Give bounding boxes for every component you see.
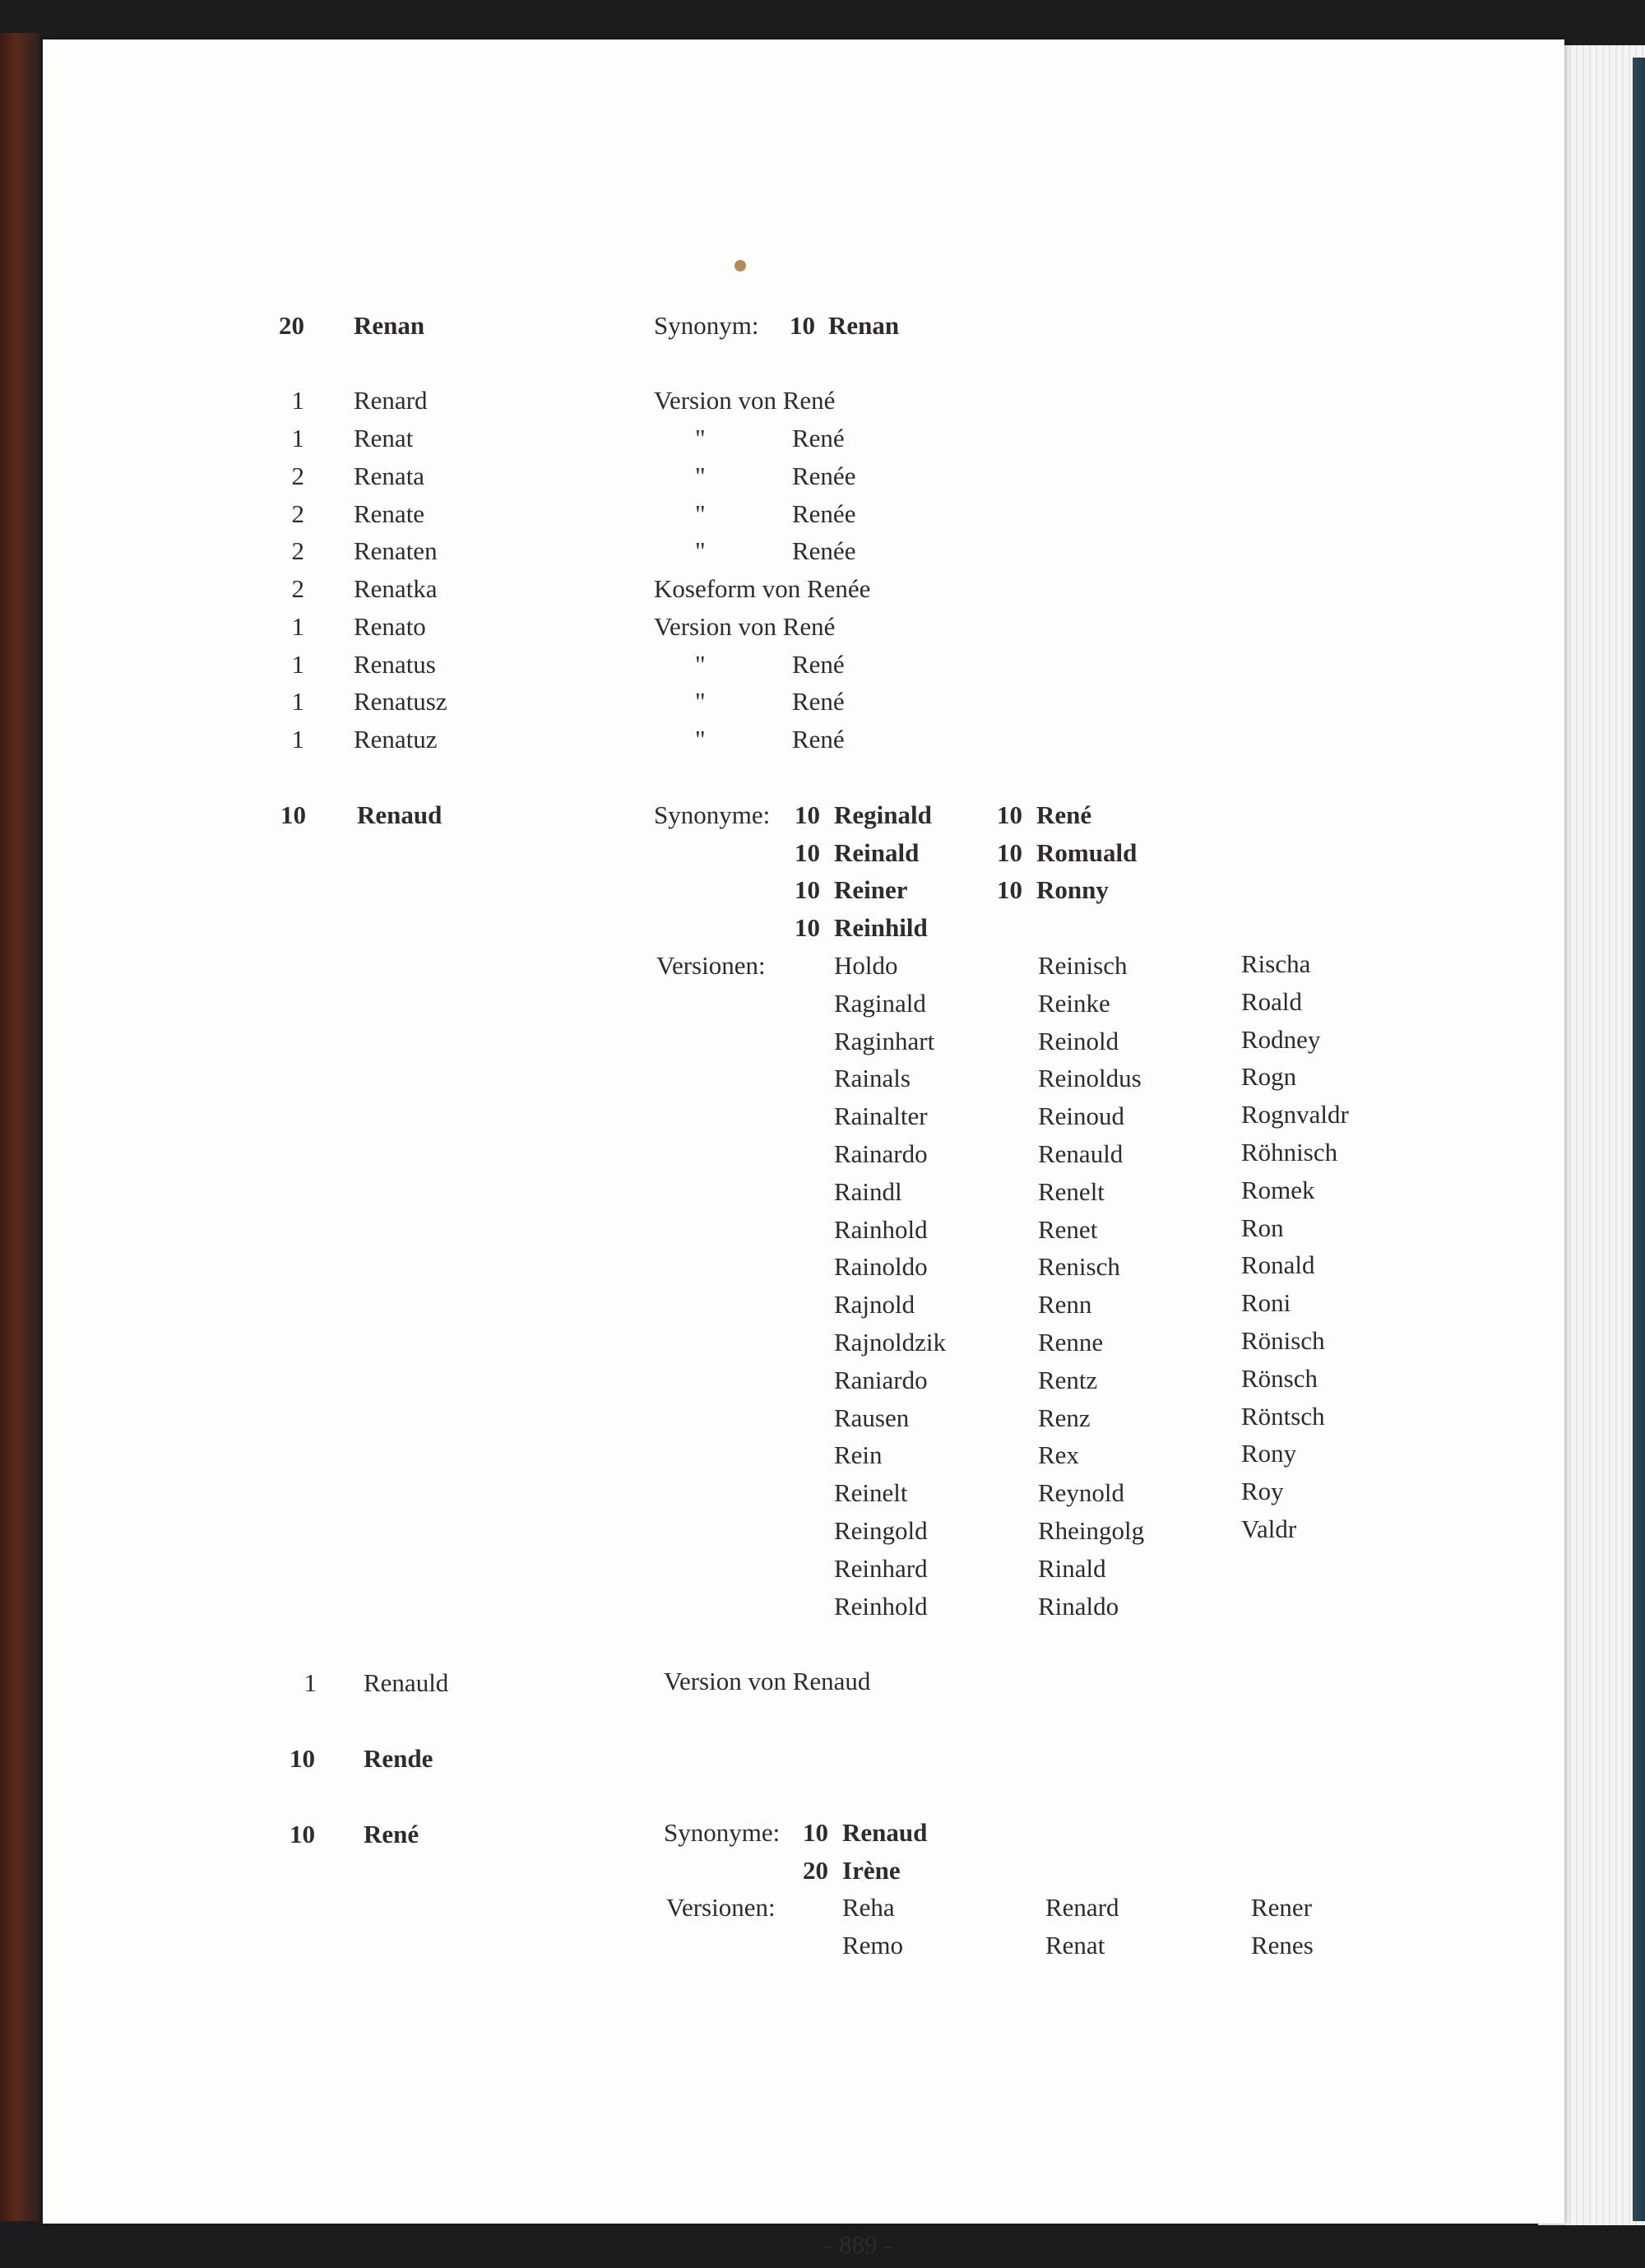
entry-count: 1: [291, 386, 304, 415]
version-name: Rönisch: [1241, 1326, 1325, 1355]
entry-name: Renauld: [364, 1668, 449, 1697]
entry-description: Renée: [792, 461, 856, 490]
version-name: Reinold: [1038, 1026, 1119, 1055]
version-name: Reinisch: [1038, 951, 1128, 980]
version-name: Rajnold: [834, 1290, 915, 1320]
synonym-count: 10: [795, 875, 820, 904]
version-name: Reinhard: [834, 1553, 928, 1583]
version-name: Rainals: [834, 1064, 911, 1093]
entry-description: Renée: [792, 536, 856, 565]
paper-spot: [734, 260, 746, 271]
version-name: Rentz: [1038, 1365, 1098, 1394]
entry-name: Renata: [354, 461, 425, 490]
ditto-mark: ": [695, 461, 706, 490]
synonym-count: 20: [803, 1856, 828, 1885]
entry-name: Renaud: [357, 800, 443, 829]
synonym-count: 10: [790, 311, 815, 340]
version-name: Roni: [1241, 1288, 1291, 1318]
ditto-mark: ": [695, 725, 706, 754]
synonym-name: René: [1036, 800, 1092, 829]
synonym-name: Reginald: [834, 800, 932, 829]
version-name: Romek: [1241, 1175, 1315, 1204]
cover-edge: [1633, 58, 1645, 2221]
version-name: Rainoldo: [834, 1252, 928, 1282]
version-name: Ron: [1241, 1213, 1284, 1242]
version-name: Roy: [1241, 1477, 1284, 1506]
entry-count: 10: [290, 1820, 315, 1848]
version-name: Rajnoldzik: [834, 1328, 947, 1357]
entry-name: Renatusz: [354, 687, 447, 716]
version-name: Renisch: [1038, 1252, 1120, 1282]
book-page: [43, 39, 1564, 2259]
entry-label: Synonym:: [654, 311, 759, 340]
version-name: Renes: [1251, 1931, 1314, 1960]
version-name: Rainardo: [834, 1139, 928, 1168]
entry-name: Renan: [354, 311, 425, 340]
entry-name: Renatuz: [354, 725, 438, 754]
version-name: Rodney: [1241, 1024, 1321, 1054]
version-name: Roald: [1241, 986, 1303, 1016]
entry-count: 1: [291, 687, 304, 716]
version-name: Rony: [1241, 1439, 1297, 1468]
entry-description: René: [792, 650, 845, 679]
version-name: Remo: [842, 1931, 904, 1960]
synonym-label: Synonyme:: [654, 800, 771, 829]
version-name: Renat: [1045, 1931, 1105, 1960]
version-name: Valdr: [1241, 1514, 1297, 1543]
synonym-name: Reinald: [834, 838, 920, 867]
version-name: Rainalter: [834, 1102, 928, 1131]
entry-count: 2: [291, 461, 304, 490]
version-name: Renauld: [1038, 1139, 1124, 1168]
entry-description: Version von René: [654, 612, 836, 641]
version-name: Renn: [1038, 1290, 1092, 1320]
synonym-name: Renaud: [842, 1818, 928, 1847]
version-name: Raniardo: [834, 1365, 928, 1394]
version-name: Reinoldus: [1038, 1064, 1142, 1093]
version-name: Rischa: [1241, 949, 1311, 978]
synonym-name: Romuald: [1036, 838, 1138, 867]
version-name: Rener: [1251, 1893, 1313, 1922]
entry-name: Renard: [354, 386, 428, 415]
entry-name: Renaten: [354, 536, 438, 565]
version-name: Reynold: [1038, 1478, 1125, 1508]
synonym-label: Synonyme:: [664, 1818, 781, 1847]
entry-description: Version von Renaud: [664, 1667, 871, 1695]
version-name: Reinelt: [834, 1478, 908, 1508]
entry-count: 1: [291, 612, 304, 641]
entry-description: René: [792, 424, 845, 452]
synonym-name: Reiner: [834, 875, 908, 904]
entry-description: Koseform von Renée: [654, 574, 871, 603]
entry-name: Renatus: [354, 650, 436, 679]
entry-description: René: [792, 725, 845, 754]
synonym-count: 10: [795, 838, 820, 867]
version-name: Reha: [842, 1893, 895, 1922]
entry-count: 1: [291, 424, 304, 452]
entry-description: René: [792, 687, 845, 716]
version-name: Reinke: [1038, 988, 1110, 1018]
synonym-count: 10: [803, 1818, 828, 1847]
version-name: Ronald: [1241, 1250, 1315, 1280]
version-name: Reingold: [834, 1516, 928, 1545]
entry-name: Renatka: [354, 574, 438, 603]
version-name: Renelt: [1038, 1176, 1105, 1206]
version-name: Raginhart: [834, 1026, 935, 1055]
entry-name: René: [364, 1820, 419, 1848]
version-name: Rainhold: [834, 1214, 928, 1244]
entry-name: Renate: [354, 499, 425, 528]
version-name: Röhnisch: [1241, 1138, 1338, 1166]
version-name: Röntsch: [1241, 1401, 1325, 1431]
entry-count: 2: [291, 574, 304, 603]
entry-description: Renée: [792, 499, 856, 528]
version-name: Renne: [1038, 1328, 1104, 1357]
entry-name: Renat: [354, 424, 414, 452]
entry-count: 10: [280, 800, 306, 829]
version-name: Rogn: [1241, 1062, 1297, 1092]
version-name: Reinoud: [1038, 1102, 1125, 1131]
page-number: - 889 -: [824, 2230, 892, 2259]
ditto-mark: ": [695, 536, 706, 565]
ditto-mark: ": [695, 687, 706, 716]
entry-name: Renato: [354, 612, 426, 641]
synonym-count: 10: [997, 838, 1022, 867]
version-name: Renard: [1045, 1893, 1119, 1922]
entry-description: Version von René: [654, 386, 836, 415]
synonym-count: 10: [997, 875, 1022, 904]
entry-count: 2: [291, 536, 304, 565]
version-name: Rheingolg: [1038, 1516, 1145, 1545]
ditto-mark: ": [695, 499, 706, 528]
ditto-mark: ": [695, 650, 706, 679]
versions-label: Versionen:: [666, 1893, 776, 1922]
book-spine-edge: [0, 33, 39, 2221]
synonym-count: 10: [795, 913, 820, 942]
version-name: Rönsch: [1241, 1363, 1318, 1393]
entry-count: 10: [290, 1744, 315, 1773]
synonym-name: Renan: [828, 311, 900, 340]
versions-label: Versionen:: [656, 951, 766, 980]
version-name: Rinald: [1038, 1553, 1106, 1583]
version-name: Rein: [834, 1440, 883, 1470]
synonym-count: 10: [997, 800, 1022, 829]
version-name: Raginald: [834, 988, 926, 1018]
version-name: Rognvaldr: [1241, 1100, 1349, 1129]
version-name: Reinhold: [834, 1591, 928, 1621]
entry-name: Rende: [364, 1744, 433, 1773]
version-name: Rex: [1038, 1440, 1079, 1470]
version-name: Raindl: [834, 1176, 902, 1206]
entry-count: 20: [279, 311, 304, 340]
entry-count: 1: [291, 725, 304, 754]
version-name: Renz: [1038, 1403, 1091, 1432]
synonym-name: Reinhild: [834, 913, 928, 942]
version-name: Holdo: [834, 951, 898, 980]
version-name: Rinaldo: [1038, 1591, 1119, 1621]
version-name: Rausen: [834, 1403, 910, 1432]
ditto-mark: ": [695, 424, 706, 452]
entry-count: 1: [291, 650, 304, 679]
entry-count: 2: [291, 499, 304, 528]
synonym-count: 10: [795, 800, 820, 829]
entry-count: 1: [304, 1668, 317, 1697]
synonym-name: Ronny: [1036, 875, 1109, 904]
version-name: Renet: [1038, 1214, 1098, 1244]
synonym-name: Irène: [842, 1856, 901, 1885]
